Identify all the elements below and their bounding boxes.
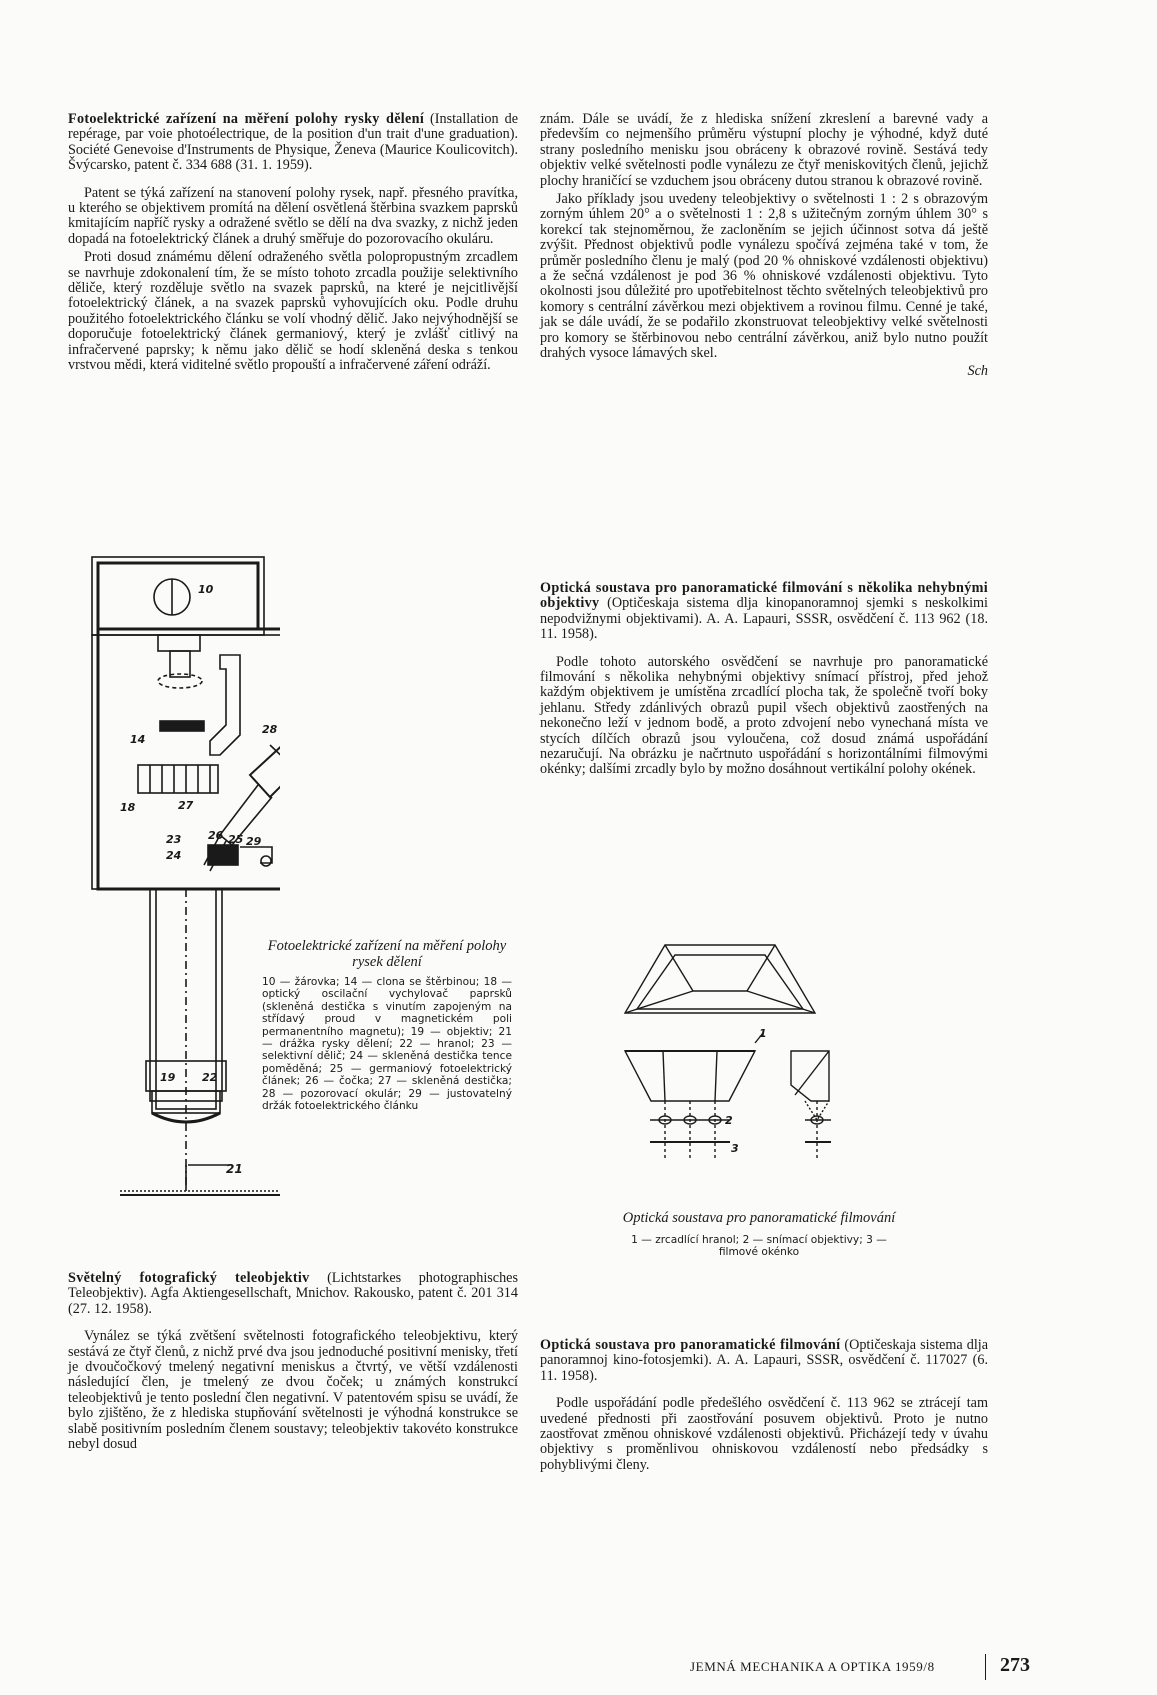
figure-caption-panoramic (616, 1210, 902, 1259)
article-subtitle: (Installation de repérage, par voie photoélectrique, de la position d'un trait d'une graduation). Société Genevoise d'Instruments de Physique, Ženeva (Maurice Koulicovitch). Švýcarsko, patent č. 334 688 (31. 1. 1959). (68, 111, 518, 174)
figure-panoramic-prism (605, 925, 905, 1165)
article-paragraph: Patent se týká zařízení na stanovení polohy rysek, např. přesného pravítka, u kterého se objektivem promítá na dělení osvětlená štěrbina svazkem paprsků kmitajícím napříč rysky a odražené světlo se dělí na dva svazky, z nichž jeden dopadá na fotoelektrický článek a druhý směřuje do pozorovacího okuláru. (68, 184, 518, 247)
article-continuation (540, 112, 988, 379)
article-panoramic-filming (540, 1338, 988, 1473)
journal-name: JEMNÁ MECHANIKA A OPTIKA 1959/8 (690, 1659, 935, 1674)
caption-body: 10 — žárovka; 14 — clona se štěrbinou; 18 — optický oscilační vychylovač paprsků (skleněná destička s vinutím zapojeným na střídavý proud v magnetickém poli permanentního magnetu); 19 — objektiv; 21 — drážka rysky dělení; 22 — hranol; 23 — selektivní dělič; 24 — skleněná destička tence poměděná; 25 — germaniový fotoelektrický článek; 26 — čočka; 27 — skleněná destička; 28 — pozorovací okulár; 29 — justovatelný držák fotoelektrického článku (262, 976, 512, 1113)
figure-label: 28 (262, 723, 278, 736)
article-title: Fotoelektrické zařízení na měření polohy rysky dělení (68, 111, 425, 127)
figure-caption-photoelectric (262, 938, 512, 1112)
article-subtitle: (Optičeskaja sistema dlja panoramnoj kino-fotosjemki). A. A. Lapauri, SSSR, osvědčení č. 117027 (6. 11. 1958). (540, 1337, 988, 1384)
figure-label: 27 (178, 799, 194, 812)
page-number: 273 (1000, 1654, 1030, 1676)
figure-label: 24 (166, 849, 182, 862)
page-footer (690, 1654, 1050, 1680)
caption-body: 1 — zrcadlící hranol; 2 — snímací objektivy; 3 — filmové okénko (631, 1234, 887, 1259)
figure-label: 3 (731, 1142, 739, 1155)
figure-label: 26 (208, 829, 224, 842)
article-photoelectric-device (68, 112, 518, 374)
author-signature: Sch (967, 362, 988, 379)
figure-label: 29 (246, 835, 262, 848)
article-paragraph: Podle tohoto autorského osvědčení se navrhuje pro panoramatické filmování s několika nehybnými objektivy snímací přístroj, před jehož každým objektivem je umístěna zrcadlící plocha tak, že společně tvoří boky jehlanu. Středy zdánlivých obrazů pupil všech objektivů zaostřených na nekonečno leží v jednom bodě, a proto zdvojení nebo vynechaná místa ve stycích dílčích obrazů jsou vyloučena, což dosud známá uspořádání nezaručují. Na obrázku je načrtnuto uspořádání s horizontálními filmovými okénky; dalšími zrcadly bylo by možno dosáhnout vertikální polohy okének. (540, 653, 988, 778)
figure-label: 18 (120, 801, 136, 814)
article-teleobjective (68, 1271, 518, 1452)
footer-divider (985, 1654, 986, 1680)
caption-title: Fotoelektrické zařízení na měření polohy rysek dělení (267, 938, 507, 970)
figure-label: 25 (228, 833, 244, 846)
caption-title: Optická soustava pro panoramatické filmování (622, 1210, 896, 1226)
article-paragraph: Podle uspořádání podle předešlého osvědčení č. 113 962 se ztrácejí tam uvedené přednosti při zaostřování posuvem objektivů. Proto je nutno zaostřovat změnou ohniskové vzdálenosti objektivů. Přicházejí tedy v úvahu objektivy s proměnlivou ohniskovou vzdáleností nebo předsádky s pohyblivými členy. (540, 1395, 988, 1473)
figure-photoelectric-device (80, 545, 280, 1205)
article-paragraph: Vynález se týká zvětšení světelnosti fotografického teleobjektivu, který sestává ze čtyř členů, z nichž prvé dva jsou jednoduché positivní menisky, třetí je dvoučočkový tmelený negativní meniskus a čtvrtý, ve větší vzdálenosti následující člen, je tmelený ze dvou čoček; u známých konstrukcí teleobjektivů je tento poslední člen negativní. V patentovém spisu se uvádí, že bylo zjištěno, že z hlediska stupňování světelnosti je výhodná konstrukce se slabě positivním posledním členem soustavy; teleobjektiv takovéto konstrukce nebyl dosud (68, 1328, 518, 1453)
article-subtitle: (Optičeskaja sistema dlja kinopanoramnoj sjemki s neskolkimi nepodvižnymi objektivami). A. A. Lapauri, SSSR, osvědčení č. 113 962 (18. 11. 1958). (540, 595, 988, 643)
figure-label: 19 (160, 1071, 176, 1084)
article-title: Světelný fotografický teleobjektiv (68, 1270, 310, 1286)
article-header (540, 581, 988, 643)
figure-label: 21 (226, 1162, 243, 1176)
figure-label: 2 (725, 1114, 733, 1127)
article-paragraph: znám. Dále se uvádí, že z hlediska snížení zkreslení a barevné vady a především co nejmenšího průměru výstupní plochy je výhodné, když duté strany posledního menisku jsou obráceny k obrazové rovině. Sestává tedy objektiv velké světelnosti podle vynálezu ze čtyř meniskovitých členů, jejichž plochy hraničící se vzduchem jsou obráceny dutou stranou k obrazové rovině. (540, 111, 988, 189)
article-panoramic-multi (540, 581, 988, 778)
figure-label: 1 (759, 1027, 767, 1040)
article-header (68, 1271, 518, 1317)
article-title: Optická soustava pro panoramatické filmování (540, 1337, 841, 1353)
figure-label: 14 (130, 733, 146, 746)
article-title: Optická soustava pro panoramatické filmování s několika nehybnými objektivy (540, 580, 988, 612)
article-subtitle: (Lichtstarkes photographisches Teleobjektiv). Agfa Aktiengesellschaft, Mnichov. Rakousko, patent č. 201 314 (27. 12. 1958). (68, 1270, 518, 1317)
article-header (540, 1338, 988, 1384)
article-header (68, 112, 518, 174)
article-paragraph: Proti dosud známému dělení odraženého světla polopropustným zrcadlem se navrhuje zdokonalení tím, že se místo tohoto zrcadla použije selektivního děliče, který rozděluje světlo na svazek paprsků, na které je nejcitlivější fotoelektrický článek, a na svazek paprsků vyhovujících oku. Podle druhu použitého fotoelektrického článku se volí vhodný dělič. Jako nejvýhodnější se doporučuje fotoelektrický článek germaniový, který je zvlášť citlivý na infračervené paprsky; k němu jako dělič se hodí skleněná deska s tenkou vrstvou mědi, která viditelné světlo propouští a infračervené záření odráží. (68, 249, 518, 374)
figure-label: 10 (198, 583, 214, 596)
article-paragraph: Jako příklady jsou uvedeny teleobjektivy o světelnosti 1 : 2 s obrazovým zorným úhlem 20° a o světelnosti 1 : 2,8 s užitečným zorným úhlem 30° s korekcí tak stejnoměrnou, že zacloněním se jejich účinnost sotva dá ještě zvýšit. Přednost objektivů podle vynálezu spočívá zejména také v tom, že průměr posledního členu je malý (pod 20 % ohniskové vzdálenosti objektivu) a že sečná vzdálenost je pod 36 % ohniskové vzdálenosti objektivu. Tyto okolnosti jsou důležité pro upotřebitelnost těchto světelných teleobjektivů pro komory s centrální závěrkou mezi objektivem a rovinou filmu. Cenné je také, jak se dále uvádí, že se podařilo zkonstruovat teleobjektivy velké světelnosti pro komory se štěrbinovou nebo centrální závěrkou, aniž bylo nutno použít drahých vysoce lámavých skel. (540, 191, 988, 362)
figure-label: 22 (202, 1071, 218, 1084)
figure-label: 23 (166, 833, 182, 846)
